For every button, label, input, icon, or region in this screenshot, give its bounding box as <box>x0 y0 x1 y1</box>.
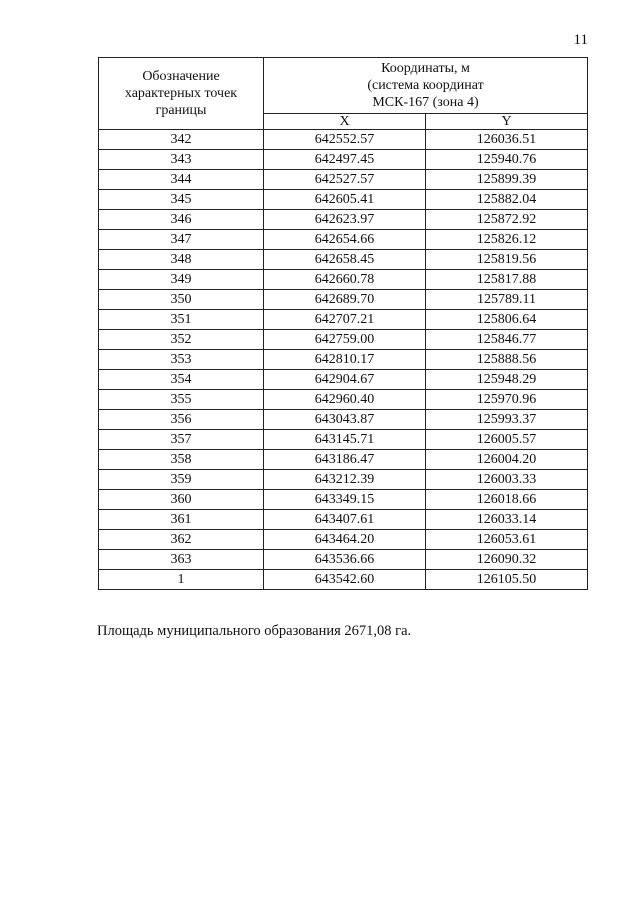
point-cell: 356 <box>99 410 264 430</box>
table-row <box>99 490 588 510</box>
table-row <box>99 250 588 270</box>
x-cell: 642623.97 <box>264 210 426 230</box>
x-cell: 643464.20 <box>264 530 426 550</box>
y-cell: 126003.33 <box>426 470 588 490</box>
y-cell: 125789.11 <box>426 290 588 310</box>
y-cell: 125993.37 <box>426 410 588 430</box>
x-cell: 643542.60 <box>264 570 426 590</box>
header-designation-line: Обозначение <box>142 69 220 84</box>
point-cell: 343 <box>99 150 264 170</box>
point-cell: 345 <box>99 190 264 210</box>
y-cell: 125872.92 <box>426 210 588 230</box>
point-cell: 347 <box>99 230 264 250</box>
table-row <box>99 170 588 190</box>
point-cell: 359 <box>99 470 264 490</box>
point-cell: 357 <box>99 430 264 450</box>
y-cell: 126004.20 <box>426 450 588 470</box>
table-row <box>99 350 588 370</box>
header-designation-line: характерных точек <box>124 86 238 101</box>
y-cell: 125970.96 <box>426 390 588 410</box>
y-cell: 125819.56 <box>426 250 588 270</box>
x-cell: 643349.15 <box>264 490 426 510</box>
header-coordinates <box>264 58 588 114</box>
x-cell: 642759.00 <box>264 330 426 350</box>
table-row <box>99 470 588 490</box>
x-cell: 642689.70 <box>264 290 426 310</box>
x-cell: 642654.66 <box>264 230 426 250</box>
table-row <box>99 130 588 150</box>
area-note: Площадь муниципального образования 2671,08 га. <box>97 623 412 639</box>
x-cell: 643043.87 <box>264 410 426 430</box>
point-cell: 346 <box>99 210 264 230</box>
y-cell: 125948.29 <box>426 370 588 390</box>
point-cell: 355 <box>99 390 264 410</box>
point-cell: 350 <box>99 290 264 310</box>
y-cell: 125882.04 <box>426 190 588 210</box>
point-cell: 344 <box>99 170 264 190</box>
point-cell: 361 <box>99 510 264 530</box>
point-cell: 352 <box>99 330 264 350</box>
y-cell: 125826.12 <box>426 230 588 250</box>
table-row <box>99 270 588 290</box>
table-row <box>99 570 588 590</box>
coordinates-table <box>98 57 588 590</box>
x-cell: 642660.78 <box>264 270 426 290</box>
y-cell: 126018.66 <box>426 490 588 510</box>
y-cell: 126105.50 <box>426 570 588 590</box>
y-cell: 126090.32 <box>426 550 588 570</box>
x-cell: 642960.40 <box>264 390 426 410</box>
page-number: 11 <box>573 32 588 48</box>
table-row <box>99 310 588 330</box>
table-row <box>99 210 588 230</box>
y-cell: 126036.51 <box>426 130 588 150</box>
header-coords-line: Координаты, м <box>381 61 470 76</box>
y-cell: 126053.61 <box>426 530 588 550</box>
table-row <box>99 410 588 430</box>
y-cell: 125888.56 <box>426 350 588 370</box>
y-cell: 125846.77 <box>426 330 588 350</box>
table-row <box>99 450 588 470</box>
table-row <box>99 550 588 570</box>
x-cell: 642658.45 <box>264 250 426 270</box>
table-row <box>99 330 588 350</box>
x-cell: 642605.41 <box>264 190 426 210</box>
x-cell: 642497.45 <box>264 150 426 170</box>
x-cell: 642904.67 <box>264 370 426 390</box>
table-row <box>99 530 588 550</box>
point-cell: 348 <box>99 250 264 270</box>
y-cell: 125940.76 <box>426 150 588 170</box>
table-row <box>99 370 588 390</box>
point-cell: 360 <box>99 490 264 510</box>
header-coords-line: (система координат <box>367 78 484 93</box>
point-cell: 362 <box>99 530 264 550</box>
table-header-row <box>99 58 588 114</box>
x-cell: 643186.47 <box>264 450 426 470</box>
x-cell: 642527.57 <box>264 170 426 190</box>
table-row <box>99 390 588 410</box>
y-cell: 125899.39 <box>426 170 588 190</box>
table-row <box>99 510 588 530</box>
table-row <box>99 150 588 170</box>
point-cell: 351 <box>99 310 264 330</box>
point-cell: 353 <box>99 350 264 370</box>
x-cell: 642552.57 <box>264 130 426 150</box>
x-cell: 643536.66 <box>264 550 426 570</box>
y-cell: 125817.88 <box>426 270 588 290</box>
point-cell: 358 <box>99 450 264 470</box>
y-cell: 126005.57 <box>426 430 588 450</box>
point-cell: 342 <box>99 130 264 150</box>
header-designation-line: границы <box>155 103 207 118</box>
header-coords-line: МСК-167 (зона 4) <box>372 95 479 110</box>
header-point-designation <box>99 58 264 130</box>
y-cell: 125806.64 <box>426 310 588 330</box>
header-y: Y <box>426 114 588 130</box>
table-row <box>99 230 588 250</box>
point-cell: 363 <box>99 550 264 570</box>
table-row <box>99 190 588 210</box>
x-cell: 642707.21 <box>264 310 426 330</box>
header-x: X <box>264 114 426 130</box>
x-cell: 642810.17 <box>264 350 426 370</box>
y-cell: 126033.14 <box>426 510 588 530</box>
x-cell: 643212.39 <box>264 470 426 490</box>
point-cell: 354 <box>99 370 264 390</box>
x-cell: 643145.71 <box>264 430 426 450</box>
table-row <box>99 290 588 310</box>
table-row <box>99 430 588 450</box>
table-body <box>99 130 588 590</box>
point-cell: 349 <box>99 270 264 290</box>
point-cell: 1 <box>99 570 264 590</box>
x-cell: 643407.61 <box>264 510 426 530</box>
